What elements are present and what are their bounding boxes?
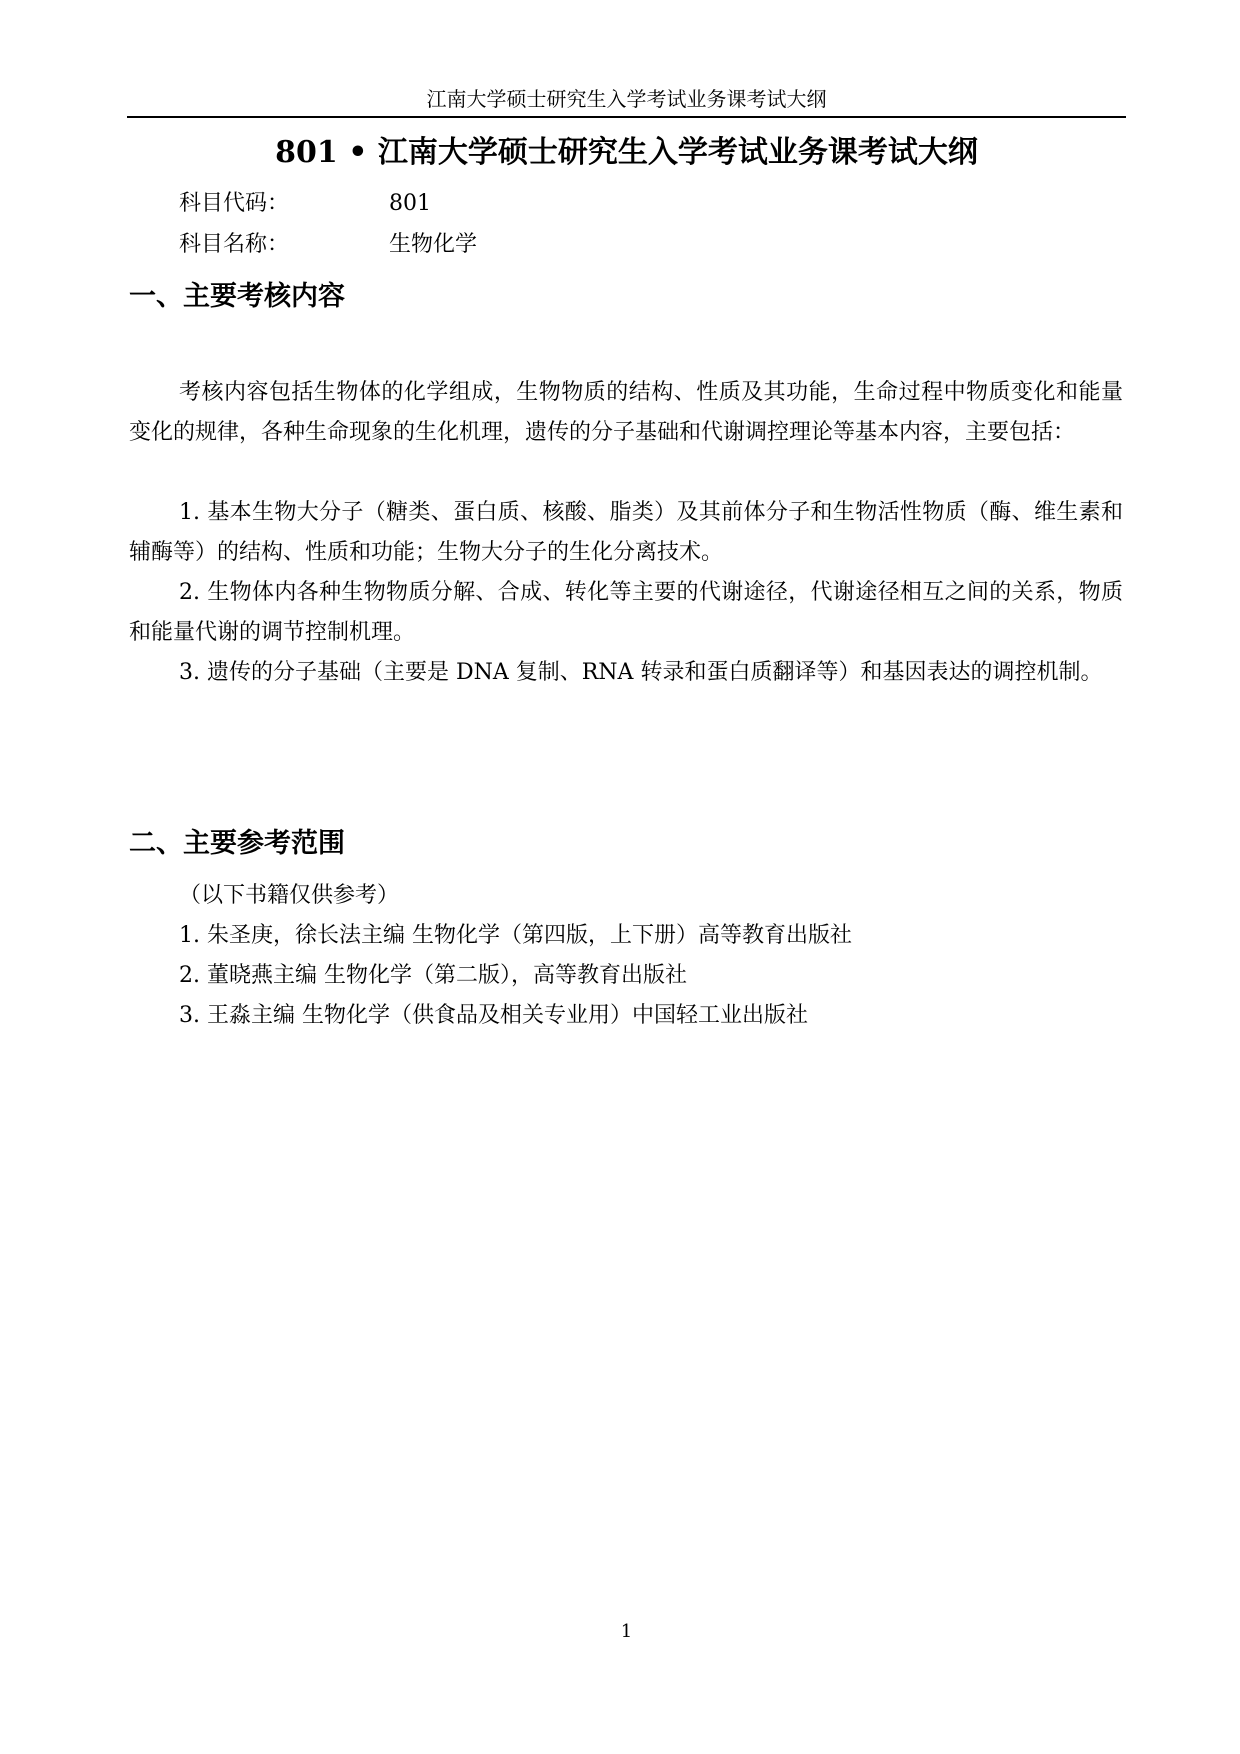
section-heading-content: 一、主要考核内容 (129, 281, 345, 312)
content-item-3: 3. 遗传的分子基础（主要是 DNA 复制、RNA 转录和蛋白质翻译等）和基因表达的调控机制。 (179, 660, 1103, 685)
reference-item-1: 1. 朱圣庚，徐长法主编 生物化学（第四版，上下册）高等教育出版社 (179, 923, 852, 948)
reference-item-3: 3. 王淼主编 生物化学（供食品及相关专业用）中国轻工业出版社 (179, 1003, 808, 1028)
page-number: 1 (620, 1621, 633, 1642)
header-divider (127, 116, 1126, 118)
subject-code-value: 801 (389, 191, 431, 216)
reference-item-2: 2. 董晓燕主编 生物化学（第二版），高等教育出版社 (179, 963, 687, 988)
subject-code-label: 科目代码： (179, 191, 290, 216)
running-header: 江南大学硕士研究生入学考试业务课考试大纲 (426, 87, 827, 111)
content-item-1: 1. 基本生物大分子（糖类、蛋白质、核酸、脂类）及其前体分子和生物活性物质（酶、维生素和辅酶等）的结构、性质和功能；生物大分子的生化分离技术。 (129, 500, 1123, 565)
content-item-2: 2. 生物体内各种生物物质分解、合成、转化等主要的代谢途径，代谢途径相互之间的关系，物质和能量代谢的调节控制机理。 (129, 580, 1123, 645)
subject-name-label: 科目名称： (179, 232, 290, 257)
references-note: （以下书籍仅供参考） (179, 883, 400, 908)
document-title: 801 • 江南大学硕士研究生入学考试业务课考试大纲 (275, 135, 978, 170)
subject-name-value: 生物化学 (389, 232, 478, 257)
section-heading-references: 二、主要参考范围 (129, 828, 345, 859)
section-intro-paragraph: 考核内容包括生物体的化学组成，生物物质的结构、性质及其功能，生命过程中物质变化和能量变化的规律，各种生命现象的生化机理，遗传的分子基础和代谢调控理论等基本内容，主要包括： (129, 380, 1123, 445)
